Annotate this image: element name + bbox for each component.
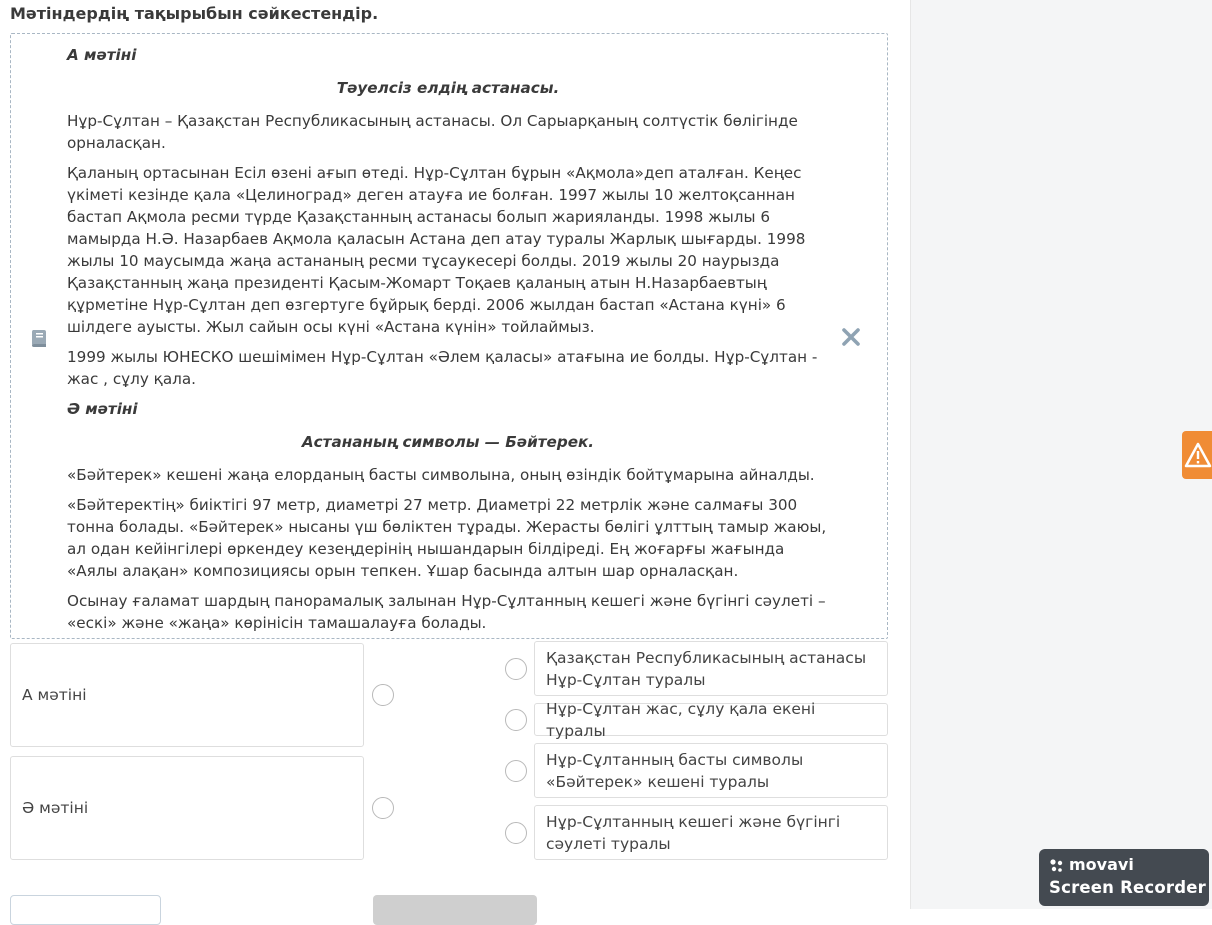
- task-title: Мәтіндердің тақырыбын сәйкестендір.: [10, 4, 379, 23]
- text-b-paragraph: «Бәйтерек» кешені жаңа елорданың басты символына, оның өзіндік бойтұмарына айналды.: [67, 466, 815, 484]
- reading-content: [67, 40, 829, 642]
- warning-icon: [1182, 431, 1212, 479]
- secondary-button[interactable]: [10, 895, 161, 925]
- movavi-watermark: [1039, 849, 1209, 906]
- movavi-logo-icon: [1049, 858, 1065, 874]
- text-a-paragraph: 1999 жылы ЮНЕСКО шешімімен Нұр-Сұлтан «Әлем қаласы» атағына ие болды. Нұр-Сұлтан - жас , сұлу қала.: [67, 348, 818, 388]
- match-left-b[interactable]: Ә мәтіні: [10, 756, 364, 860]
- match-left-a[interactable]: А мәтіні: [10, 643, 364, 747]
- option-2-radio[interactable]: [505, 709, 527, 731]
- text-a-paragraph: Қаланың ортасынан Есіл өзені ағып өтеді. Нұр-Сұлтан бұрын «Ақмола»деп аталған. Кеңес үкіметі кезінде қала «Целиноград» деген атауға ие болған. 1997 жылы 10 желтоқсаннан бастап Ақмола ресми түрде Қазақстанның астанасы болып жарияланды. 1998 жылы 6 мамырда Н.Ә. Назарбаев Ақмола қаласын Астана деп атау туралы Жарлық шығарды. 1998 жылы 10 маусымда жаңа астананың ресми тұсаукесері болды. 2019 жылы 20 наурызда Қазақстанның жаңа президенті Қасым-Жомарт Тоқаев қаланың атын Н.Назарбаевтың құрметіне Нұр-Сұлтан деп өзгертуге бұйрық берді. 2006 жылдан бастап «Астана күні» 6 шілдеге ауысты. Жыл сайын осы күні «Астана күнін» тойлаймыз.: [67, 164, 806, 336]
- close-icon[interactable]: [841, 327, 861, 347]
- match-option-2[interactable]: Нұр-Сұлтан жас, сұлу қала екені туралы: [534, 703, 888, 736]
- match-option-1[interactable]: Қазақстан Республикасының астанасы Нұр-Сұлтан туралы: [534, 641, 888, 696]
- text-b-paragraph: «Бәйтеректің» биіктігі 97 метр, диаметрі 27 метр. Диаметрі 22 метрлік және салмағы 300 тонна болады. «Бәйтерек» нысаны үш бөліктен тұрады. Жерасты бөлігі ұлттың тамыр жаюы, ал одан кейінгілері өркендеу кезеңдерінің нышандарын білдіреді. Ең жоғарғы жағында «Аялы алақан» композициясы орын тепкен. Ұшар басында алтын шар орналасқан.: [67, 496, 827, 580]
- watermark-brand: movavi: [1069, 855, 1134, 874]
- match-option-4[interactable]: Нұр-Сұлтанның кешегі және бүгінгі сәулеті туралы: [534, 805, 888, 860]
- reading-panel: [10, 33, 888, 639]
- text-a-paragraph: Нұр-Сұлтан – Қазақстан Республикасының астанасы. Ол Сарыарқаның солтүстік бөлігінде орналасқан.: [67, 112, 798, 152]
- left-a-connector-radio[interactable]: [372, 684, 394, 706]
- text-a-label: А мәтіні: [67, 46, 137, 64]
- submit-button[interactable]: [373, 895, 537, 925]
- option-3-radio[interactable]: [505, 760, 527, 782]
- watermark-product: Screen Recorder: [1049, 878, 1206, 897]
- option-4-radio[interactable]: [505, 822, 527, 844]
- text-b-paragraph: Осынау ғаламат шардың панорамалық залынан Нұр-Сұлтанның кешегі және бүгінгі сәулеті – «ескі» және «жаңа» көрінісін тамашалауға болады.: [67, 592, 826, 632]
- report-problem-tab[interactable]: [1182, 431, 1212, 479]
- text-b-label: Ә мәтіні: [67, 400, 138, 418]
- right-panel: [910, 0, 1212, 909]
- left-b-connector-radio[interactable]: [372, 797, 394, 819]
- book-icon: [28, 327, 50, 349]
- option-1-radio[interactable]: [505, 658, 527, 680]
- match-option-3[interactable]: Нұр-Сұлтанның басты символы «Бәйтерек» кешені туралы: [534, 743, 888, 798]
- text-b-title: Астананың символы — Бәйтерек.: [301, 433, 595, 451]
- text-a-title: Тәуелсіз елдің астанасы.: [336, 79, 560, 97]
